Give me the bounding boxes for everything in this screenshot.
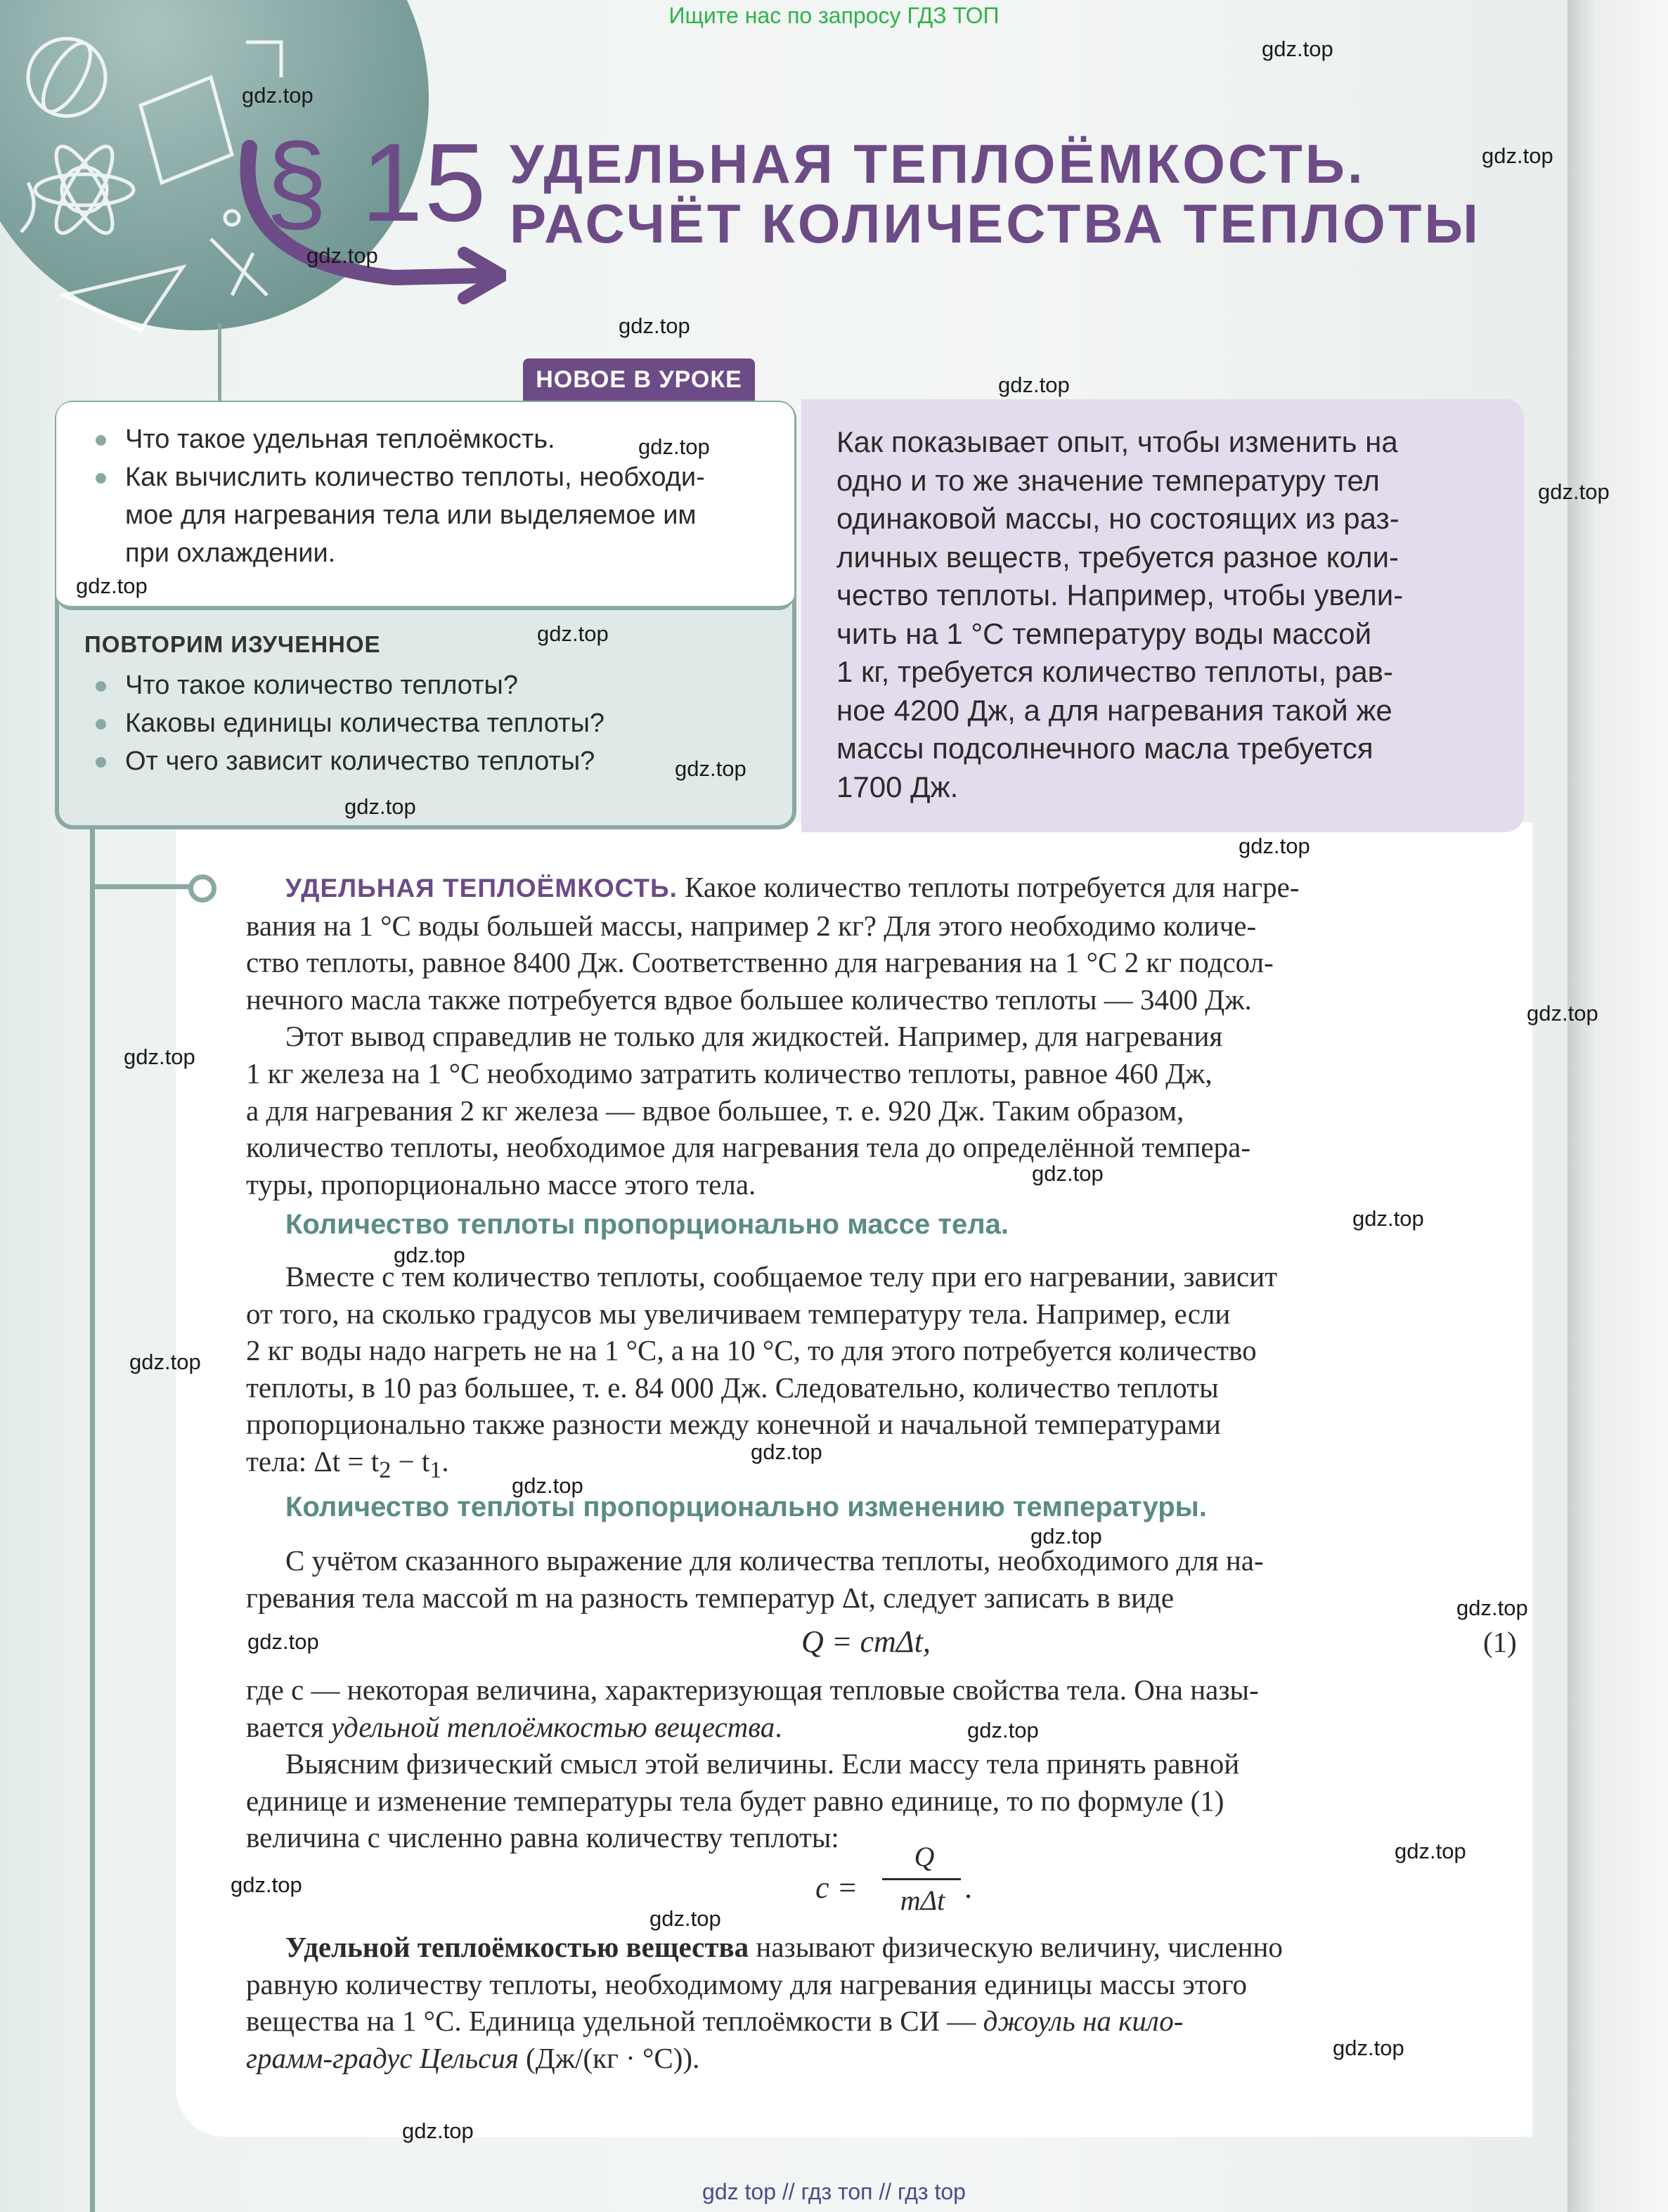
body-line-text: С учётом сказанного выражение для количества теплоты, необходимого для на-: [285, 1544, 1264, 1577]
italic-term: грамм-градус Цельсия: [246, 2041, 519, 2074]
watermark: gdz.top: [76, 574, 148, 598]
body-line: равную количеству теплоты, необходимому для нагревания единицы массы этого: [246, 1967, 1248, 2000]
guide-ring-icon: [188, 874, 216, 903]
body-line-text: .: [441, 1444, 449, 1477]
guide-line-left: [90, 829, 95, 2212]
body-line-text: (Дж/(кг · °С)).: [518, 2041, 700, 2074]
guide-line-branch: [90, 884, 195, 889]
list-item: [84, 666, 787, 704]
subscript: 1: [429, 1457, 442, 1484]
watermark: gdz.top: [967, 1718, 1039, 1742]
watermark: gdz.top: [512, 1473, 583, 1498]
watermark: gdz.top: [1262, 37, 1333, 61]
watermark: gdz.top: [1395, 1839, 1466, 1863]
intro-line: 1 кг, требуется количество теплоты, рав-: [836, 655, 1393, 688]
body-line: [246, 1709, 1522, 1746]
body-text-block-4: [246, 1671, 1522, 1856]
watermark: gdz.top: [402, 2119, 474, 2143]
formula-2-denominator: mΔt: [900, 1884, 945, 1916]
watermark: gdz.top: [537, 621, 609, 646]
highlight-mass: Количество теплоты пропорционально массе тела.: [285, 1209, 1009, 1240]
body-line: нечного масла также потребуется вдвое большее количество теплоты — 3400 Дж.: [246, 983, 1252, 1016]
body-line: [246, 1443, 1522, 1489]
watermark: gdz.top: [1456, 1596, 1528, 1620]
formula-1-number: (1): [1483, 1626, 1517, 1658]
body-line: гревания тела массой m на разность температур Δt, следует записать в виде: [246, 1581, 1175, 1614]
watermark: gdz.top: [344, 794, 416, 819]
bullet-icon: [96, 435, 106, 446]
intro-text: [836, 423, 1483, 806]
body-line: [246, 1018, 1522, 1055]
list-item-text: при охлаждении.: [125, 538, 336, 568]
body-line: туры, пропорционально массе этого тела.: [246, 1168, 756, 1201]
section-heading: УДЕЛЬНАЯ ТЕПЛОЁМКОСТЬ.: [285, 874, 678, 903]
formula-1: Q = cmΔt,: [801, 1624, 931, 1659]
watermark: gdz.top: [998, 373, 1070, 397]
body-line: где c — некоторая величина, характеризующая тепловые свойства тела. Она назы-: [246, 1674, 1259, 1706]
intro-line: 1700 Дж.: [836, 770, 959, 803]
body-line: от того, на сколько градусов мы увеличиваем температуру тела. Например, если: [246, 1297, 1231, 1330]
intro-line: Как показывает опыт, чтобы изменить на: [836, 425, 1398, 458]
body-line-text: − t: [391, 1444, 430, 1477]
watermark: gdz.top: [1030, 1524, 1102, 1548]
body-line-text: Выясним физический смысл этой величины. Если массу тела принять равной: [285, 1747, 1240, 1780]
list-item-text: Как вычислить количество теплоты, необходи-: [125, 463, 705, 492]
review-title: ПОВТОРИМ ИЗУЧЕННОЕ: [84, 631, 381, 657]
formula-2-numerator: Q: [914, 1841, 935, 1873]
watermark: gdz.top: [124, 1044, 195, 1069]
bottom-banner[interactable]: gdz top // гдз топ // гдз top: [702, 2179, 966, 2204]
body-line-text: Этот вывод справедлив не только для жидкостей. Например, для нагревания: [285, 1020, 1223, 1053]
intro-line: чить на 1 °С температуру воды массой: [836, 616, 1372, 650]
bullet-icon: [96, 719, 106, 730]
watermark: gdz.top: [247, 1629, 319, 1654]
body-line: 1 кг железа на 1 °С необходимо затратить количество теплоты, равное 460 Дж,: [246, 1056, 1213, 1089]
watermark: gdz.top: [1482, 143, 1553, 168]
watermark: gdz.top: [1527, 1001, 1598, 1026]
title-line-1: УДЕЛЬНАЯ ТЕПЛОЁМКОСТЬ.: [510, 133, 1366, 195]
body-line: а для нагревания 2 кг железа — вдвое большее, т. е. 920 Дж. Таким образом,: [246, 1094, 1184, 1127]
body-line-text: вещества на 1 °С. Единица удельной теплоёмкости в СИ —: [246, 2005, 983, 2038]
watermark: gdz.top: [1239, 834, 1310, 858]
body-text-block-2: [246, 1258, 1522, 1489]
body-line-text: Вместе с тем количество теплоты, сообщаемое телу при его нагревании, зависит: [285, 1260, 1278, 1293]
intro-line: одинаковой массы, но состоящих из раз-: [836, 502, 1399, 535]
body-line-text: называют физическую величину, численно: [749, 1931, 1283, 1963]
watermark: gdz.top: [129, 1350, 201, 1374]
guide-line-top: [218, 323, 221, 404]
watermark: gdz.top: [675, 756, 746, 781]
list-item-text: От чего зависит количество теплоты?: [125, 746, 595, 776]
bullet-icon: [96, 473, 106, 484]
title-line-2: РАСЧЁТ КОЛИЧЕСТВА ТЕПЛОТЫ: [510, 193, 1481, 254]
body-line: единице и изменение температуры тела будет равно единице, то по формуле (1): [246, 1784, 1224, 1817]
formula-2-end: .: [964, 1870, 972, 1905]
body-line: 2 кг воды надо нагреть не на 1 °С, а на 10 °С, то для этого потребуется количество: [246, 1334, 1257, 1367]
body-line: [246, 1745, 1522, 1783]
watermark: gdz.top: [394, 1243, 465, 1267]
watermark: gdz.top: [649, 1906, 721, 1931]
intro-line: массы подсолнечного масла требуется: [836, 732, 1373, 765]
watermark: gdz.top: [306, 243, 378, 268]
bullet-icon: [96, 757, 106, 768]
body-line: [246, 869, 1522, 907]
watermark: gdz.top: [1538, 479, 1610, 504]
new-in-lesson-tag: НОВОЕ В УРОКЕ: [523, 358, 755, 401]
definition-block: [246, 1929, 1522, 2076]
intro-line: одно и то же значение температуру тел: [836, 463, 1380, 497]
list-item-text: мое для нагревания тела или выделяемое им: [125, 500, 697, 530]
body-line: [246, 1542, 1522, 1579]
definition-term: Удельной теплоёмкостью вещества: [285, 1931, 749, 1963]
highlight-temperature: Количество теплоты пропорционально изменению температуры.: [285, 1492, 1207, 1522]
body-line-text: .: [775, 1710, 782, 1743]
watermark: gdz.top: [1352, 1206, 1424, 1231]
body-line: [246, 2003, 1522, 2040]
list-item: [84, 458, 787, 496]
body-line: [246, 1929, 1522, 1966]
watermark: gdz.top: [751, 1440, 822, 1464]
intro-line: ное 4200 Дж, а для нагревания такой же: [836, 693, 1392, 727]
body-line: теплоты, в 10 раз большее, т. е. 84 000 Дж. Следовательно, количество теплоты: [246, 1371, 1219, 1404]
body-line: количество теплоты, необходимое для нагревания тела до определённой темпера-: [246, 1131, 1250, 1164]
watermark: gdz.top: [619, 313, 690, 338]
intro-line: личных веществ, требуется разное коли-: [836, 540, 1399, 574]
list-item-continuation: [84, 496, 787, 534]
subscript: 2: [379, 1457, 392, 1484]
list-item-text: Что такое удельная теплоёмкость.: [125, 425, 555, 454]
bullet-icon: [96, 681, 106, 692]
list-item-text: Что такое количество теплоты?: [125, 671, 518, 700]
list-item-continuation: [84, 534, 787, 572]
body-text-block-3: [246, 1542, 1522, 1616]
section-number: § 15: [266, 121, 488, 245]
body-text-block-1: [246, 869, 1522, 1203]
watermark: gdz.top: [231, 1873, 302, 1897]
formula-2-lhs: c =: [815, 1870, 858, 1905]
watermark: gdz.top: [1333, 2036, 1404, 2060]
list-item-text: Каковы единицы количества теплоты?: [125, 709, 605, 738]
body-line: ство теплоты, равное 8400 Дж. Соответственно для нагревания на 1 °С 2 кг подсол-: [246, 946, 1274, 979]
body-line-text: Какое количество теплоты потребуется для нагре-: [677, 871, 1300, 903]
body-line-text: тела: Δt = t: [246, 1444, 380, 1477]
body-line: величина c численно равна количеству теплоты:: [246, 1821, 839, 1854]
watermark: gdz.top: [638, 434, 710, 459]
italic-term: джоуль на кило-: [983, 2005, 1184, 2038]
book-gutter: [1567, 0, 1668, 2212]
intro-line: чество теплоты. Например, чтобы увели-: [836, 578, 1404, 612]
body-line: [246, 2040, 1522, 2077]
watermark: gdz.top: [1032, 1161, 1104, 1186]
body-line-text: вается: [246, 1710, 331, 1743]
top-banner[interactable]: Ищите нас по запросу ГДЗ ТОП: [668, 3, 1000, 28]
body-line: вания на 1 °С воды большей массы, например 2 кг? Для этого необходимо количе-: [246, 909, 1257, 942]
watermark: gdz.top: [242, 83, 313, 108]
italic-term: удельной теплоёмкостью вещества: [330, 1710, 775, 1743]
list-item: [84, 704, 787, 742]
fraction-bar: [882, 1878, 961, 1880]
body-line: пропорционально также разности между конечной и начальной температурами: [246, 1408, 1221, 1441]
